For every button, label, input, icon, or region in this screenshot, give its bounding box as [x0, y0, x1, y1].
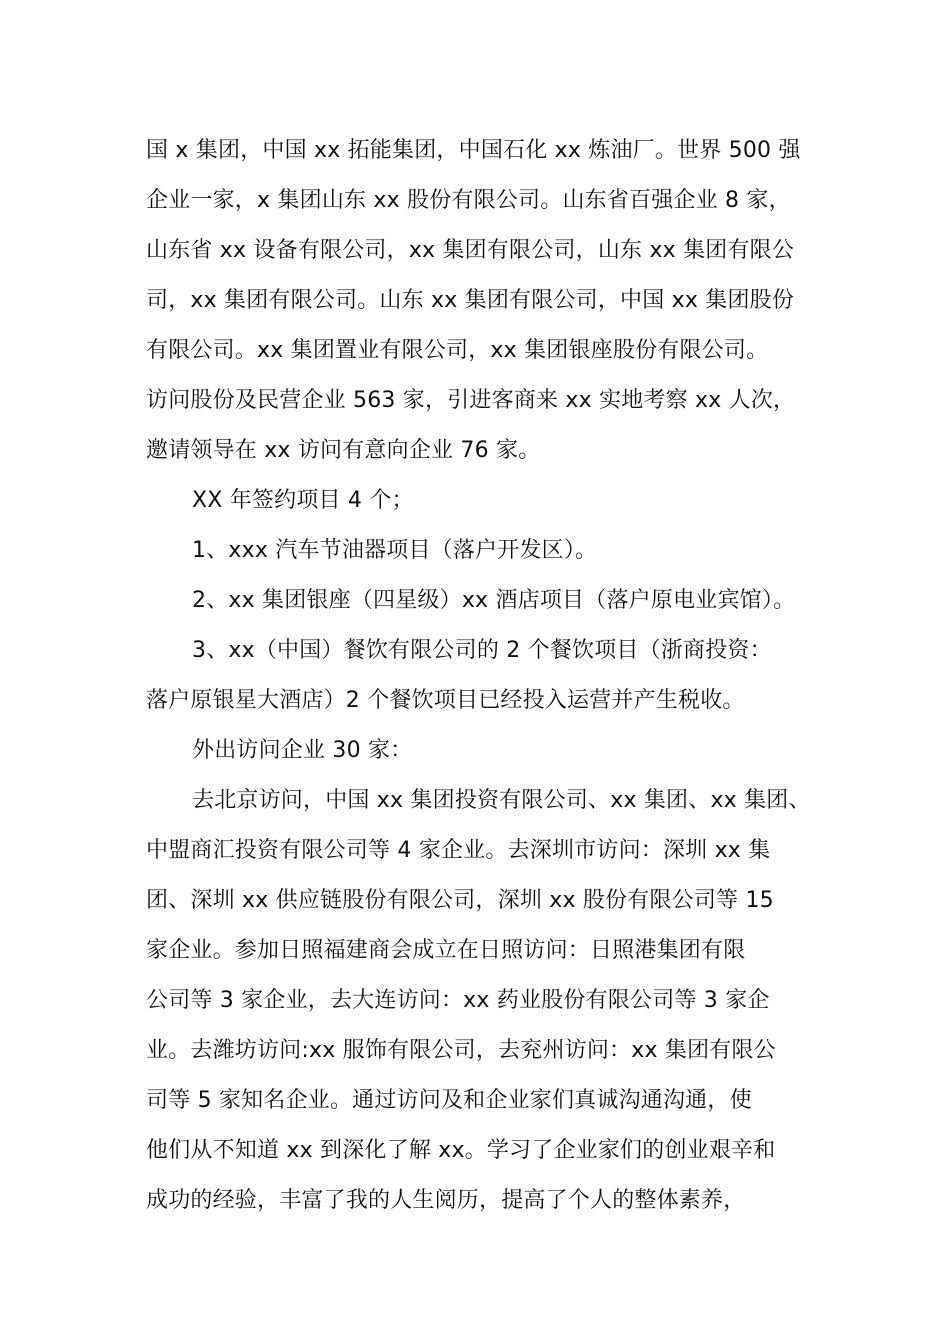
text-line: 家企业。参加日照福建商会成立在日照访问：日照港集团有限	[146, 938, 746, 963]
text-line: 公司等 3 家企业，去大连访问：xx 药业股份有限公司等 3 家企	[146, 988, 770, 1013]
text-line: 落户原银星大酒店）2 个餐饮项目已经投入运营并产生税收。	[146, 688, 745, 713]
text-line: 2、xx 集团银座（四星级）xx 酒店项目（落户原电业宾馆）。	[192, 588, 796, 613]
document-body	[146, 126, 811, 1226]
text-line: 司，xx 集团有限公司。山东 xx 集团有限公司，中国 xx 集团股份	[146, 288, 795, 313]
text-line: 业。去潍坊访问:xx 服饰有限公司，去兖州访问：xx 集团有限公	[146, 1038, 776, 1063]
text-line: 企业一家，x 集团山东 xx 股份有限公司。山东省百强企业 8 家，	[146, 188, 791, 213]
text-line: 去北京访问，中国 xx 集团投资有限公司、xx 集团、xx 集团、	[192, 788, 811, 813]
text-line: XX 年签约项目 4 个；	[192, 488, 414, 513]
text-line: 国 x 集团，中国 xx 拓能集团，中国石化 xx 炼油厂。世界 500 强	[146, 138, 801, 163]
text-line: 中盟商汇投资有限公司等 4 家企业。去深圳市访问：深圳 xx 集	[146, 838, 771, 863]
text-line: 司等 5 家知名企业。通过访问及和企业家们真诚沟通沟通，使	[146, 1088, 752, 1113]
text-line: 1、xxx 汽车节油器项目（落户开发区）。	[192, 538, 598, 563]
text-line: 山东省 xx 设备有限公司，xx 集团有限公司，山东 xx 集团有限公	[146, 238, 795, 263]
text-line: 邀请领导在 xx 访问有意向企业 76 家。	[146, 438, 541, 463]
text-line: 有限公司。xx 集团置业有限公司，xx 集团银座股份有限公司。	[146, 338, 769, 363]
text-line: 他们从不知道 xx 到深化了解 xx。学习了企业家们的创业艰辛和	[146, 1138, 776, 1163]
text-line: 外出访问企业 30 家：	[192, 738, 413, 763]
text-line: 成功的经验，丰富了我的人生阅历，提高了个人的整体素养，	[146, 1188, 746, 1213]
text-line: 3、xx（中国）餐饮有限公司的 2 个餐饮项目（浙商投资：	[192, 638, 772, 663]
text-line: 访问股份及民营企业 563 家，引进客商来 xx 实地考察 xx 人次，	[146, 388, 796, 413]
text-line: 团、深圳 xx 供应链股份有限公司，深圳 xx 股份有限公司等 15	[146, 888, 774, 913]
